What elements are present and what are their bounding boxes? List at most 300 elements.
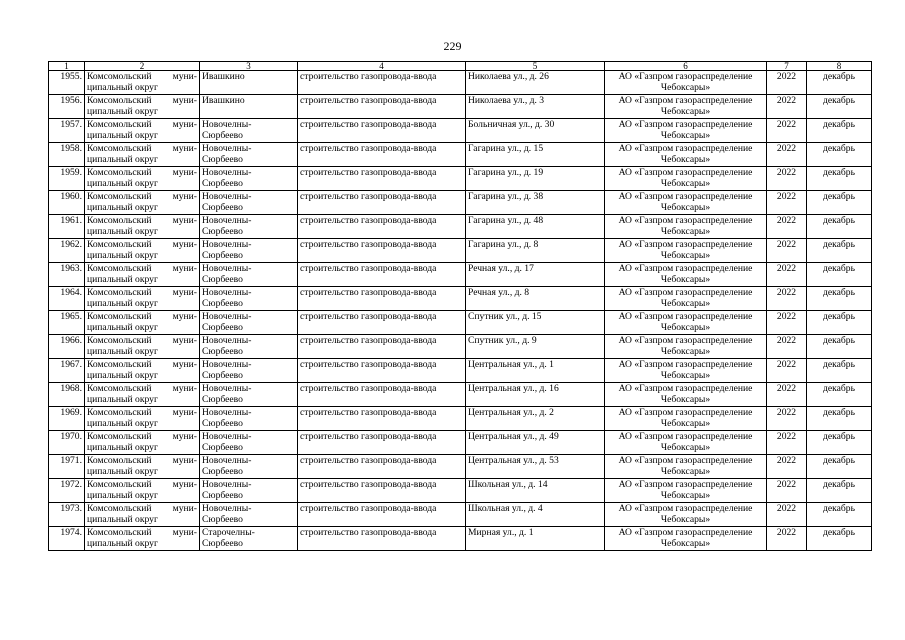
district-cell (85, 215, 200, 239)
table-row (49, 527, 872, 551)
executor-line2: Чебоксары» (660, 130, 711, 141)
executor-cell (605, 167, 767, 191)
settlement-cell (200, 503, 298, 527)
address-cell: Спутник ул., д. 9 (466, 335, 605, 359)
executor-cell (605, 71, 767, 95)
column-number: 4 (298, 62, 466, 71)
district-cell (85, 455, 200, 479)
district-hyphen-part: муни- (172, 287, 197, 298)
row-number: 1958. (49, 143, 85, 167)
district-hyphen-part: муни- (172, 191, 197, 202)
table-row (49, 215, 872, 239)
month-cell: декабрь (807, 431, 872, 455)
district-cell (85, 479, 200, 503)
address-cell: Николаева ул., д. 3 (466, 95, 605, 119)
address-cell: Центральная ул., д. 1 (466, 359, 605, 383)
table-row (49, 407, 872, 431)
address-cell: Центральная ул., д. 2 (466, 407, 605, 431)
settlement-cell (200, 191, 298, 215)
table-row (49, 455, 872, 479)
row-number: 1974. (49, 527, 85, 551)
settlement-cell (200, 143, 298, 167)
executor-line1: АО «Газпром газораспределение (618, 167, 753, 178)
executor-line1: АО «Газпром газораспределение (618, 263, 753, 274)
settlement-cell (200, 215, 298, 239)
district-cell (85, 119, 200, 143)
column-number-row (49, 62, 872, 71)
settlement-line2: Сюрбеево (202, 466, 243, 477)
executor-line1: АО «Газпром газораспределение (618, 431, 753, 442)
district-cell (85, 71, 200, 95)
row-number: 1968. (49, 383, 85, 407)
row-number: 1960. (49, 191, 85, 215)
district-name: Комсомольский (87, 95, 152, 106)
year-cell: 2022 (767, 263, 807, 287)
executor-line1: АО «Газпром газораспределение (618, 215, 753, 226)
year-cell: 2022 (767, 407, 807, 431)
district-name-cont: ципальный округ (87, 178, 158, 189)
district-name: Комсомольский (87, 71, 152, 82)
work-type-cell: строительство газопровода-ввода (298, 311, 466, 335)
district-cell (85, 287, 200, 311)
row-number: 1973. (49, 503, 85, 527)
executor-line1: АО «Газпром газораспределение (618, 119, 753, 130)
executor-line2: Чебоксары» (660, 82, 711, 93)
executor-cell (605, 503, 767, 527)
settlement-line1: Новочелны- (202, 383, 252, 394)
executor-cell (605, 359, 767, 383)
work-type-cell: строительство газопровода-ввода (298, 431, 466, 455)
row-number: 1969. (49, 407, 85, 431)
year-cell: 2022 (767, 119, 807, 143)
row-number: 1962. (49, 239, 85, 263)
district-cell (85, 383, 200, 407)
executor-cell (605, 431, 767, 455)
district-name: Комсомольский (87, 359, 152, 370)
month-cell: декабрь (807, 287, 872, 311)
year-cell: 2022 (767, 527, 807, 551)
district-name-cont: ципальный округ (87, 514, 158, 525)
work-type-cell: строительство газопровода-ввода (298, 335, 466, 359)
settlement-cell (200, 479, 298, 503)
district-name-cont: ципальный округ (87, 370, 158, 381)
settlement-line2: Сюрбеево (202, 178, 243, 189)
district-name: Комсомольский (87, 311, 152, 322)
executor-line2: Чебоксары» (660, 514, 711, 525)
row-number: 1972. (49, 479, 85, 503)
table-row (49, 167, 872, 191)
executor-cell (605, 263, 767, 287)
executor-line1: АО «Газпром газораспределение (618, 455, 753, 466)
executor-cell (605, 335, 767, 359)
district-name: Комсомольский (87, 119, 152, 130)
row-number: 1957. (49, 119, 85, 143)
row-number: 1963. (49, 263, 85, 287)
district-name-cont: ципальный округ (87, 298, 158, 309)
address-cell: Речная ул., д. 17 (466, 263, 605, 287)
settlement-line2: Сюрбеево (202, 226, 243, 237)
executor-cell (605, 311, 767, 335)
district-cell (85, 191, 200, 215)
settlement-line1: Новочелны- (202, 335, 252, 346)
year-cell: 2022 (767, 191, 807, 215)
settlement-line1: Новочелны- (202, 263, 252, 274)
work-type-cell: строительство газопровода-ввода (298, 383, 466, 407)
executor-line2: Чебоксары» (660, 106, 711, 117)
district-hyphen-part: муни- (172, 359, 197, 370)
executor-cell (605, 527, 767, 551)
settlement-cell (200, 383, 298, 407)
settlement-line2: Сюрбеево (202, 250, 243, 261)
district-name: Комсомольский (87, 215, 152, 226)
district-cell (85, 95, 200, 119)
row-number: 1971. (49, 455, 85, 479)
executor-line2: Чебоксары» (660, 538, 711, 549)
settlement-cell (200, 359, 298, 383)
month-cell: декабрь (807, 263, 872, 287)
district-hyphen-part: муни- (172, 263, 197, 274)
table-row (49, 71, 872, 95)
district-hyphen-part: муни- (172, 503, 197, 514)
settlement-line2: Сюрбеево (202, 346, 243, 357)
settlement-cell (200, 167, 298, 191)
table-row (49, 95, 872, 119)
work-type-cell: строительство газопровода-ввода (298, 143, 466, 167)
district-name-cont: ципальный округ (87, 466, 158, 477)
work-type-cell: строительство газопровода-ввода (298, 287, 466, 311)
executor-line1: АО «Газпром газораспределение (618, 527, 753, 538)
executor-line1: АО «Газпром газораспределение (618, 143, 753, 154)
work-type-cell: строительство газопровода-ввода (298, 167, 466, 191)
work-type-cell: строительство газопровода-ввода (298, 503, 466, 527)
settlement-cell (200, 95, 298, 119)
district-name-cont: ципальный округ (87, 346, 158, 357)
month-cell: декабрь (807, 191, 872, 215)
year-cell: 2022 (767, 143, 807, 167)
district-name-cont: ципальный округ (87, 82, 158, 93)
column-number: 2 (85, 62, 200, 71)
row-number: 1959. (49, 167, 85, 191)
district-cell (85, 407, 200, 431)
settlement-line2: Сюрбеево (202, 370, 243, 381)
executor-line1: АО «Газпром газораспределение (618, 71, 753, 82)
executor-line2: Чебоксары» (660, 394, 711, 405)
settlement-cell (200, 455, 298, 479)
settlement-cell (200, 287, 298, 311)
settlement-line2: Сюрбеево (202, 322, 243, 333)
settlement-cell (200, 335, 298, 359)
settlement-line1: Новочелны- (202, 407, 252, 418)
executor-line2: Чебоксары» (660, 298, 711, 309)
table-row (49, 239, 872, 263)
month-cell: декабрь (807, 239, 872, 263)
district-name: Комсомольский (87, 455, 152, 466)
executor-cell (605, 95, 767, 119)
settlement-line1: Новочелны- (202, 119, 252, 130)
settlement-line1: Новочелны- (202, 311, 252, 322)
column-number: 1 (49, 62, 85, 71)
work-type-cell: строительство газопровода-ввода (298, 359, 466, 383)
table-row (49, 503, 872, 527)
executor-cell (605, 119, 767, 143)
executor-cell (605, 287, 767, 311)
address-cell: Школьная ул., д. 14 (466, 479, 605, 503)
table-row (49, 359, 872, 383)
table-body (49, 62, 872, 551)
executor-line2: Чебоксары» (660, 202, 711, 213)
address-cell: Гагарина ул., д. 8 (466, 239, 605, 263)
district-cell (85, 239, 200, 263)
district-name-cont: ципальный округ (87, 490, 158, 501)
district-name-cont: ципальный округ (87, 250, 158, 261)
column-number: 8 (807, 62, 872, 71)
work-type-cell: строительство газопровода-ввода (298, 527, 466, 551)
address-cell: Гагарина ул., д. 48 (466, 215, 605, 239)
address-cell: Гагарина ул., д. 19 (466, 167, 605, 191)
executor-line1: АО «Газпром газораспределение (618, 239, 753, 250)
month-cell: декабрь (807, 71, 872, 95)
district-name: Комсомольский (87, 263, 152, 274)
month-cell: декабрь (807, 503, 872, 527)
district-name-cont: ципальный округ (87, 154, 158, 165)
work-type-cell: строительство газопровода-ввода (298, 263, 466, 287)
district-cell (85, 503, 200, 527)
month-cell: декабрь (807, 359, 872, 383)
settlement-line2: Сюрбеево (202, 418, 243, 429)
executor-line2: Чебоксары» (660, 418, 711, 429)
page-number: 229 (443, 39, 462, 53)
executor-line2: Чебоксары» (660, 154, 711, 165)
settlement-line1: Новочелны- (202, 143, 252, 154)
settlement-line2: Сюрбеево (202, 442, 243, 453)
settlement-cell (200, 119, 298, 143)
executor-line2: Чебоксары» (660, 226, 711, 237)
settlement-line1: Новочелны- (202, 359, 252, 370)
district-name-cont: ципальный округ (87, 322, 158, 333)
settlement-line2: Сюрбеево (202, 130, 243, 141)
row-number: 1967. (49, 359, 85, 383)
address-cell: Центральная ул., д. 53 (466, 455, 605, 479)
district-hyphen-part: муни- (172, 95, 197, 106)
executor-line1: АО «Газпром газораспределение (618, 359, 753, 370)
column-number: 3 (200, 62, 298, 71)
district-name: Комсомольский (87, 503, 152, 514)
district-hyphen-part: муни- (172, 431, 197, 442)
settlement-line2: Сюрбеево (202, 490, 243, 501)
executor-line2: Чебоксары» (660, 274, 711, 285)
month-cell: декабрь (807, 95, 872, 119)
year-cell: 2022 (767, 359, 807, 383)
month-cell: декабрь (807, 383, 872, 407)
settlement-line1: Новочелны- (202, 455, 252, 466)
settlement-line2: Сюрбеево (202, 538, 243, 549)
executor-line2: Чебоксары» (660, 178, 711, 189)
settlement-line2: Сюрбеево (202, 154, 243, 165)
district-name: Комсомольский (87, 407, 152, 418)
district-cell (85, 527, 200, 551)
month-cell: декабрь (807, 311, 872, 335)
work-type-cell: строительство газопровода-ввода (298, 71, 466, 95)
address-cell: Николаева ул., д. 26 (466, 71, 605, 95)
executor-line2: Чебоксары» (660, 322, 711, 333)
district-name-cont: ципальный округ (87, 394, 158, 405)
year-cell: 2022 (767, 431, 807, 455)
settlement-line2: Сюрбеево (202, 394, 243, 405)
table-row (49, 119, 872, 143)
year-cell: 2022 (767, 215, 807, 239)
district-hyphen-part: муни- (172, 71, 197, 82)
row-number: 1970. (49, 431, 85, 455)
executor-line2: Чебоксары» (660, 250, 711, 261)
year-cell: 2022 (767, 335, 807, 359)
district-name-cont: ципальный округ (87, 442, 158, 453)
district-hyphen-part: муни- (172, 383, 197, 394)
executor-line2: Чебоксары» (660, 490, 711, 501)
year-cell: 2022 (767, 311, 807, 335)
executor-line1: АО «Газпром газораспределение (618, 335, 753, 346)
settlement-line1: Новочелны- (202, 191, 252, 202)
settlement-cell (200, 407, 298, 431)
district-name-cont: ципальный округ (87, 226, 158, 237)
district-name: Комсомольский (87, 287, 152, 298)
district-cell (85, 311, 200, 335)
settlement-line2: Сюрбеево (202, 202, 243, 213)
settlement-cell (200, 311, 298, 335)
month-cell: декабрь (807, 527, 872, 551)
row-number: 1966. (49, 335, 85, 359)
district-name: Комсомольский (87, 143, 152, 154)
executor-line1: АО «Газпром газораспределение (618, 311, 753, 322)
settlement-line1: Ивашкино (202, 71, 245, 82)
table-row (49, 263, 872, 287)
executor-line2: Чебоксары» (660, 370, 711, 381)
work-type-cell: строительство газопровода-ввода (298, 119, 466, 143)
executor-line2: Чебоксары» (660, 466, 711, 477)
work-type-cell: строительство газопровода-ввода (298, 95, 466, 119)
executor-cell (605, 143, 767, 167)
row-number: 1955. (49, 71, 85, 95)
settlement-line1: Новочелны- (202, 215, 252, 226)
table-row (49, 143, 872, 167)
work-type-cell: строительство газопровода-ввода (298, 455, 466, 479)
year-cell: 2022 (767, 455, 807, 479)
settlement-line1: Новочелны- (202, 239, 252, 250)
year-cell: 2022 (767, 167, 807, 191)
column-number: 7 (767, 62, 807, 71)
address-cell: Центральная ул., д. 16 (466, 383, 605, 407)
address-cell: Гагарина ул., д. 38 (466, 191, 605, 215)
district-cell (85, 167, 200, 191)
district-name: Комсомольский (87, 479, 152, 490)
executor-line1: АО «Газпром газораспределение (618, 479, 753, 490)
row-number: 1964. (49, 287, 85, 311)
settlement-line1: Новочелны- (202, 287, 252, 298)
district-name: Комсомольский (87, 167, 152, 178)
district-cell (85, 263, 200, 287)
month-cell: декабрь (807, 215, 872, 239)
district-cell (85, 335, 200, 359)
settlement-line1: Ивашкино (202, 95, 245, 106)
district-name: Комсомольский (87, 431, 152, 442)
executor-cell (605, 215, 767, 239)
column-number: 5 (466, 62, 605, 71)
district-cell (85, 143, 200, 167)
table-row (49, 431, 872, 455)
year-cell: 2022 (767, 95, 807, 119)
district-name: Комсомольский (87, 239, 152, 250)
district-hyphen-part: муни- (172, 215, 197, 226)
district-hyphen-part: муни- (172, 335, 197, 346)
table-row (49, 335, 872, 359)
executor-line1: АО «Газпром газораспределение (618, 383, 753, 394)
executor-cell (605, 383, 767, 407)
district-name-cont: ципальный округ (87, 418, 158, 429)
executor-line1: АО «Газпром газораспределение (618, 407, 753, 418)
settlement-line1: Старочелны- (202, 527, 255, 538)
row-number: 1965. (49, 311, 85, 335)
district-cell (85, 359, 200, 383)
table-row (49, 479, 872, 503)
executor-line1: АО «Газпром газораспределение (618, 95, 753, 106)
executor-cell (605, 407, 767, 431)
address-cell: Центральная ул., д. 49 (466, 431, 605, 455)
executor-line2: Чебоксары» (660, 442, 711, 453)
year-cell: 2022 (767, 479, 807, 503)
district-name-cont: ципальный округ (87, 274, 158, 285)
executor-cell (605, 479, 767, 503)
district-hyphen-part: муни- (172, 167, 197, 178)
year-cell: 2022 (767, 383, 807, 407)
settlement-line1: Новочелны- (202, 167, 252, 178)
settlement-cell (200, 527, 298, 551)
month-cell: декабрь (807, 479, 872, 503)
month-cell: декабрь (807, 335, 872, 359)
gasification-table (48, 61, 872, 551)
district-name: Комсомольский (87, 335, 152, 346)
settlement-line2: Сюрбеево (202, 298, 243, 309)
address-cell: Речная ул., д. 8 (466, 287, 605, 311)
address-cell: Спутник ул., д. 15 (466, 311, 605, 335)
district-hyphen-part: муни- (172, 119, 197, 130)
work-type-cell: строительство газопровода-ввода (298, 407, 466, 431)
executor-cell (605, 239, 767, 263)
work-type-cell: строительство газопровода-ввода (298, 479, 466, 503)
settlement-cell (200, 71, 298, 95)
table-row (49, 287, 872, 311)
month-cell: декабрь (807, 455, 872, 479)
district-hyphen-part: муни- (172, 311, 197, 322)
executor-line1: АО «Газпром газораспределение (618, 503, 753, 514)
month-cell: декабрь (807, 167, 872, 191)
month-cell: декабрь (807, 143, 872, 167)
row-number: 1961. (49, 215, 85, 239)
year-cell: 2022 (767, 503, 807, 527)
month-cell: декабрь (807, 119, 872, 143)
district-name-cont: ципальный округ (87, 106, 158, 117)
settlement-line1: Новочелны- (202, 479, 252, 490)
work-type-cell: строительство газопровода-ввода (298, 239, 466, 263)
settlement-cell (200, 431, 298, 455)
settlement-line2: Сюрбеево (202, 274, 243, 285)
settlement-line2: Сюрбеево (202, 514, 243, 525)
executor-cell (605, 455, 767, 479)
settlement-cell (200, 263, 298, 287)
column-number: 6 (605, 62, 767, 71)
year-cell: 2022 (767, 239, 807, 263)
address-cell: Мирная ул., д. 1 (466, 527, 605, 551)
table-row (49, 383, 872, 407)
district-hyphen-part: муни- (172, 455, 197, 466)
